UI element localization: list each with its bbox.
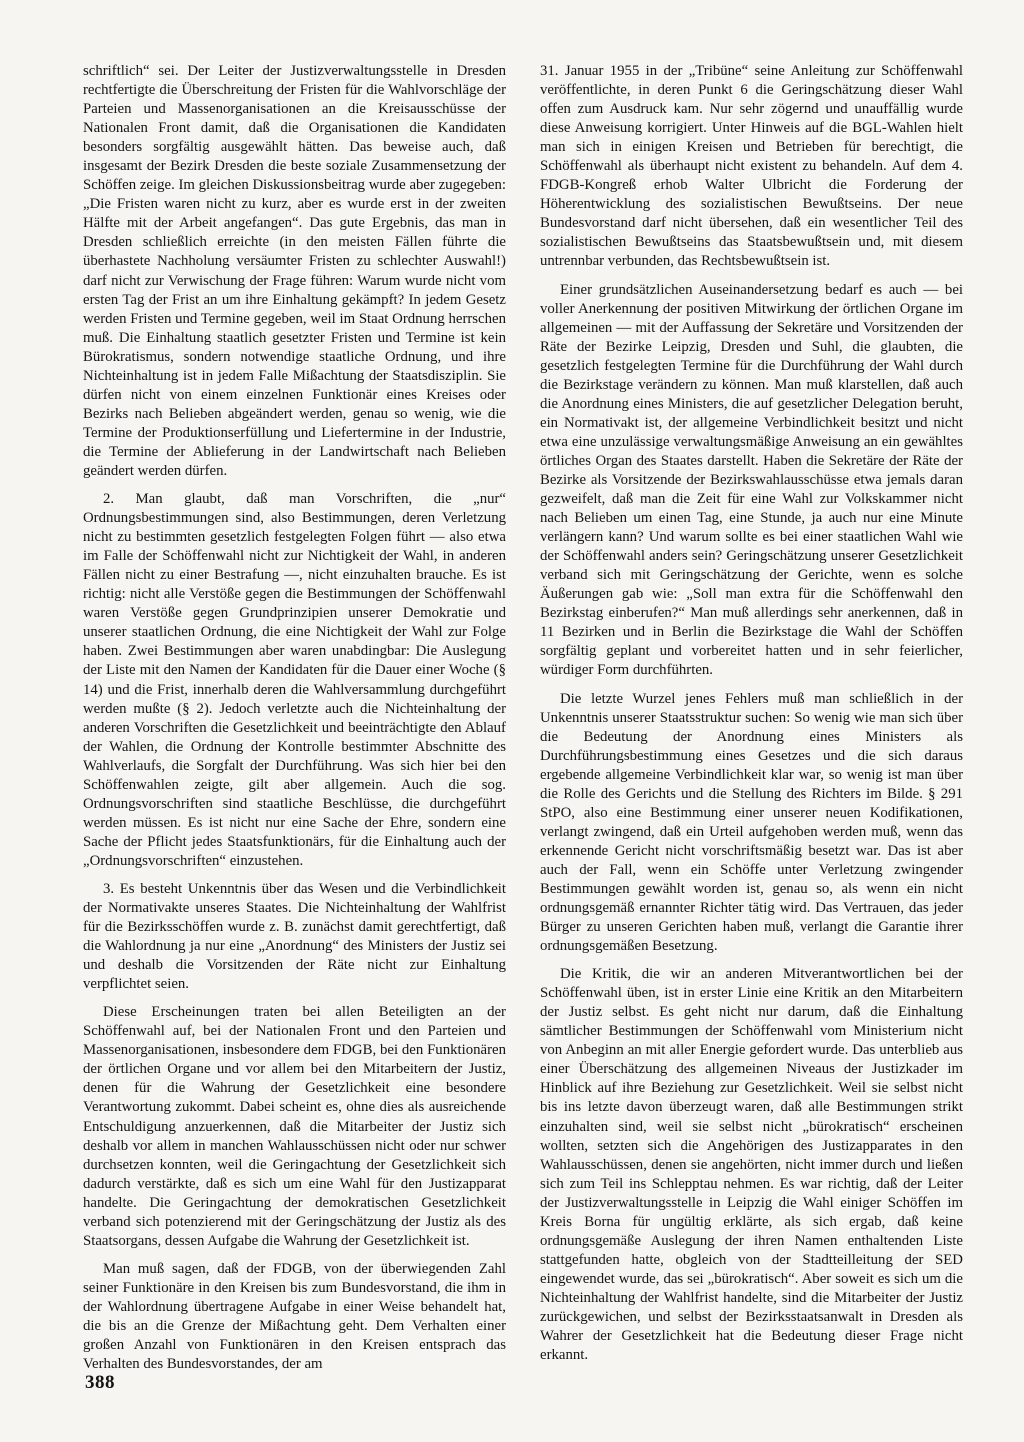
paragraph: Die letzte Wurzel jenes Fehlers muß man schließlich in der Unkenntnis unserer Staatsstruktur suchen: So wenig wie man sich über die Bedeutung der Anordnung eines Ministers als Durchführungsbestimmung eines Gesetzes und die sich daraus ergebende allgemeine Verbindlichkeit klar war, so wenig ist man über die Rolle des Gerichts und die Stellung des Richters im Bilde. § 291 StPO, also eine Bestimmung einer unserer neuen Kodifikationen, verlangt zwingend, daß ein Urteil aufgehoben werden muß, wenn das erkennende Gericht nicht vorschriftsmäßig besetzt war. Das ist aber auch der Fall, wenn ein Schöffe unter Verletzung zwingender Bestimmungen gewählt worden ist, genau so, als wenn ein nicht ordnungsgemäß ernannter Richter tätig wird. Das Vertrauen, das jeder Bürger zu unseren Gerichten haben muß, verlangt die Garantie ihrer ordnungsgemäßen Besetzung.: [540, 690, 963, 955]
page-number: 388: [85, 1372, 115, 1393]
right-text-column: [540, 62, 963, 1374]
left-text-column: [83, 62, 506, 1383]
paragraph: 3. Es besteht Unkenntnis über das Wesen und die Verbindlichkeit der Normativakte unseres Staates. Die Nichteinhaltung der Wahlfrist für die Bezirksschöffen wurde z. B. zunächst damit gerechtfertigt, daß die Wahlordnung ja nur eine „Anordnung“ des Ministers der Justiz sei und deshalb die Vorsitzenden der Räte nicht zur Einhaltung verpflichtet seien.: [83, 880, 506, 993]
paragraph: Einer grundsätzlichen Auseinandersetzung bedarf es auch — bei voller Anerkennung der positiven Mitwirkung der örtlichen Organe im allgemeinen — mit der Auffassung der Sekretäre und Vorsitzenden der Räte der Bezirke Leipzig, Dresden und Suhl, die glaubten, die gesetzlich festgelegten Termine für die Durchführung der Wahl durch die Bezirkstage verändern zu können. Man muß klarstellen, daß auch die Anordnung eines Ministers, die auf gesetzlicher Delegation beruht, ein Normativakt ist, der allgemeine Verbindlichkeit besitzt und nicht etwa eine unzulässige verwaltungsmäßige Anweisung an ein gewähltes örtliches Organ des Staates darstellt. Haben die Sekretäre der Räte der Bezirke als Vorsitzende der Bezirkswahlausschüsse etwa jemals daran gezweifelt, daß man die Zeit für eine Wahl zur Volkskammer nicht nach Belieben um einen Tag, eine Stunde, ja auch nur eine Minute verlängern kann? Und warum sollte es bei einer staatlichen Wahl wie der Schöffenwahl anders sein? Geringschätzung unserer Gesetzlichkeit verband sich mit Geringschätzung der Gerichte, wenn es solche Äußerungen gab wie: „Soll man extra für die Schöffenwahl den Bezirkstag einberufen?“ Man muß allerdings sehr anerkennen, daß in 11 Bezirken und in Berlin die Bezirkstage die Wahl der Schöffen sorgfältig geplant und vorbereitet hatten und in sehr feierlicher, würdiger Form durchführten.: [540, 281, 963, 679]
paragraph: Diese Erscheinungen traten bei allen Beteiligten an der Schöffenwahl auf, bei der Nationalen Front und den Parteien und Massenorganisationen, insbesondere dem FDGB, bei den Funktionären der örtlichen Organe und vor allem bei den Mitarbeitern der Justiz, denen für die Wahrung der Gesetzlichkeit eine besondere Verantwortung zukommt. Dabei scheint es, ohne dies als ausreichende Entschuldigung anzuerkennen, daß die Mitarbeiter der Justiz sich deshalb vor allem in manchen Wahlausschüssen nicht oder nur schwer durchsetzen konnten, weil die Geringachtung der Gesetzlichkeit sich dadurch verstärkte, daß es sich um eine Wahl für den Justizapparat handelte. Die Geringachtung der demokratischen Gesetzlichkeit verband sich potenzierend mit der Geringschätzung der Justiz als des Staatsorgans, dessen Aufgabe die Wahrung der Gesetzlichkeit ist.: [83, 1004, 506, 1249]
paragraph: 2. Man glaubt, daß man Vorschriften, die „nur“ Ordnungsbestimmungen sind, also Bestimmungen, deren Verletzung nicht zu bestimmten gesetzlich festgelegten Folgen führt — also etwa im Falle der Schöffenwahl nicht zur Nichtigkeit der Wahl, in anderen Fällen nicht zu einer Bestrafung —, nicht einzuhalten brauche. Es ist richtig: nicht alle Verstöße gegen die Bestimmungen der Schöffenwahl waren Verstöße gegen Grundprinzipien unserer Demokratie und unserer staatlichen Ordnung, die eine Nichtigkeit der Wahl zur Folge haben. Zwei Bestimmungen aber waren unabdingbar: Die Auslegung der Liste mit den Namen der Kandidaten für die Dauer einer Woche (§ 14) und die Frist, innerhalb deren die Wahlversammlung durchgeführt werden mußte (§ 2). Jedoch verletzte auch die Nichteinhaltung der anderen Vorschriften die Gesetzlichkeit und beeinträchtigte den Ablauf der Wahlen, die Ordnung der Kontrolle bestimmter Abschnitte des Wahlverlaufs, die Sorgfalt der Durchführung. Was sich hier bei den Schöffenwahlen zeigte, gilt aber allgemein. Auch die sog. Ordnungsvorschriften sind staatliche Beschlüsse, die durchgeführt werden müssen. Es ist nicht nur eine Sache der Ehre, sondern eine Sache der Pflicht jedes Staatsfunktionärs, für die Einhaltung auch der „Ordnungsvorschriften“ einzustehen.: [83, 491, 506, 869]
paragraph: Man muß sagen, daß der FDGB, von der überwiegenden Zahl seiner Funktionäre in den Kreisen bis zum Bundesvorstand, die ihm in der Wahlordnung übertragene Aufgabe in einer Weise behandelt hat, die bis an die Grenze der Mißachtung geht. Dem Verhalten einer großen Anzahl von Funktionären in den Kreisen entsprach das Verhalten des Bundesvorstandes, der am: [83, 1260, 506, 1373]
paragraph: Die Kritik, die wir an anderen Mitverantwortlichen bei der Schöffenwahl üben, ist in erster Linie eine Kritik an den Mitarbeitern der Justiz selbst. Es geht nicht nur darum, daß die Einhaltung sämtlicher Bestimmungen der Schöffenwahl vom Ministerium nicht von Anbeginn an mit aller Energie gefordert wurde. Das unterblieb aus einer Überschätzung des allgemeinen Niveaus der Justizkader im Hinblick auf ihre Beziehung zur Gesetzlichkeit. Weil sie selbst nicht bis ins letzte davon überzeugt waren, daß alle Bestimmungen strikt einzuhalten sind, weil sie selbst nicht „bürokratisch“ erscheinen wollten, setzten sich die Angehörigen des Justizapparates in den Wahlausschüssen, denen sie angehörten, nicht immer durch und ließen sich zum Teil ins Schlepptau nehmen. Es war richtig, daß der Leiter der Justizverwaltungsstelle in Leipzig die Wahl einiger Schöffen im Kreis Borna für ungültig erklärte, als sich ergab, daß keine ordnungsgemäße Auslegung der ihren Namen enthaltenden Liste stattgefunden hatte, obgleich von der Stadtteilleitung der SED eingewendet wurde, das sei „bürokratisch“. Aber soweit es sich um die Nichteinhaltung der Wahlfrist handelte, sind die Mitarbeiter der Justiz zurückgewichen, und selbst der Bezirksstaatsanwalt in Dresden als Wahrer der Gesetzlichkeit hat die Bedeutung dieser Frage nicht erkannt.: [540, 966, 963, 1364]
paragraph: 31. Januar 1955 in der „Tribüne“ seine Anleitung zur Schöffenwahl veröffentlichte, in deren Punkt 6 die Geringschätzung dieser Wahl offen zum Ausdruck kam. Nur sehr zögernd und unauffällig wurde diese Anweisung korrigiert. Unter Hinweis auf die BGL-Wahlen hielt man sich in einigen Kreisen und Betrieben für berechtigt, die Schöffenwahl als überhaupt nicht existent zu behandeln. Auf dem 4. FDGB-Kongreß erhob Walter Ulbricht die Forderung der Höherentwicklung des sozialistischen Bewußtseins. Der neue Bundesvorstand darf nicht übersehen, daß ein wesentlicher Teil des sozialistischen Bewußtseins das Staatsbewußtsein und, mit diesem untrennbar verbunden, das Rechtsbewußtsein ist.: [540, 63, 963, 270]
paragraph: schriftlich“ sei. Der Leiter der Justizverwaltungsstelle in Dresden rechtfertigte die Überschreitung der Fristen für die Wahlvorschläge der Parteien und Massenorganisationen an die Kreisausschüsse der Nationalen Front damit, daß die Organisationen die Kandidaten besonders sorgfältig ausgewählt hätten. Das beweise auch, daß insgesamt der Bezirk Dresden die beste soziale Zusammensetzung der Schöffen zeige. Im gleichen Diskussionsbeitrag wurde aber zugegeben: „Die Fristen waren nicht zu kurz, aber es wurde erst in der zweiten Hälfte mit der Arbeit angefangen“. Das gute Ergebnis, das man in Dresden schließlich erreichte (in den meisten Fällen führte die überhastete Nachholung versäumter Fristen zu schlechter Auswahl!) darf nicht zur Verwischung der Frage führen: Warum wurde nicht vom ersten Tag der Frist an um ihre Einhaltung gekämpft? In jedem Gesetz werden Fristen und Termine gegeben, weil im Staat Ordnung herrschen muß. Die Einhaltung staatlich gesetzter Fristen und Termine ist kein Bürokratismus, sondern notwendige staatliche Ordnung, und ihre Nichteinhaltung ist in jedem Falle Mißachtung der Staatsdisziplin. Sie dürfen nicht von einem einzelnen Funktionär eines Kreises oder Bezirks nach Belieben abgeändert werden, genau so wenig, wie die Termine der Produktionserfüllung und Liefertermine in der Industrie, die Termine der Ablieferung in der Landwirtschaft nach Belieben geändert werden dürfen.: [83, 63, 506, 479]
